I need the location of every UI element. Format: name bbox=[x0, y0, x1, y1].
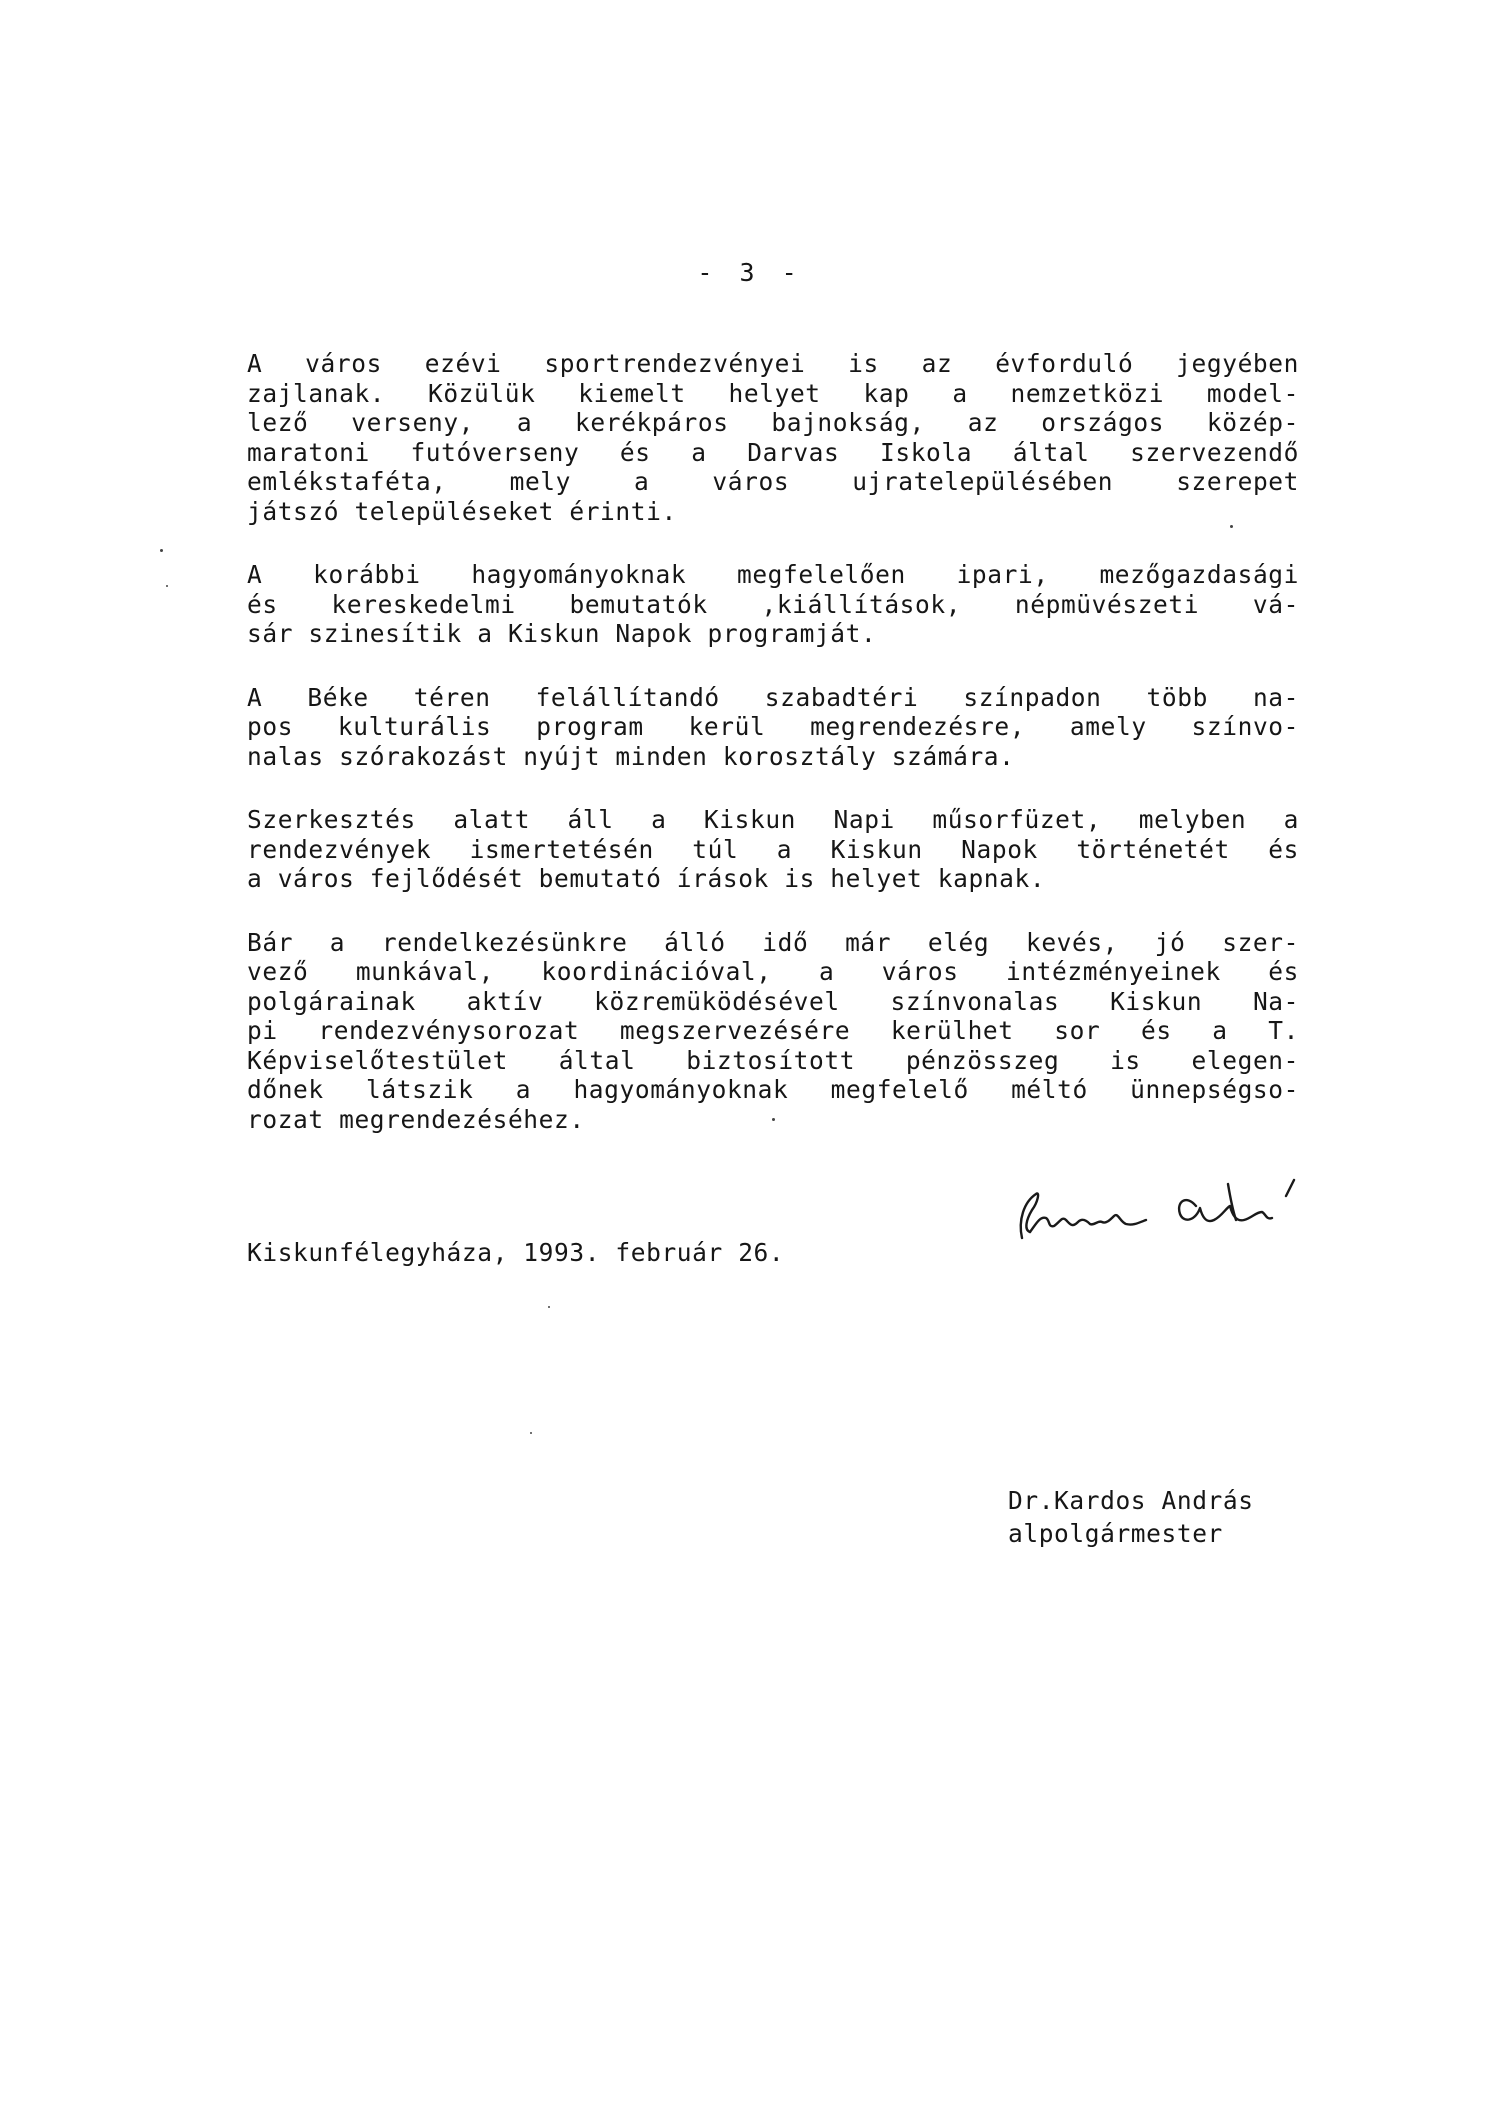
text-line: lező verseny, a kerékpáros bajnokság, az országos közép- bbox=[247, 408, 1299, 437]
page-number: - 3 - bbox=[697, 258, 803, 287]
text-line: Bár a rendelkezésünkre álló idő már elég kevés, jó szer- bbox=[247, 927, 1299, 957]
scan-speck bbox=[772, 1118, 775, 1121]
text-line: a város fejlődését bemutató írások is helyet kapnak. bbox=[247, 864, 1046, 893]
scan-speck bbox=[160, 549, 163, 552]
text-line: sár szinesítik a Kiskun Napok programját. bbox=[247, 619, 877, 648]
scan-speck bbox=[1230, 525, 1233, 528]
text-line: rozat megrendezéséhez. bbox=[247, 1104, 585, 1134]
handwritten-signature bbox=[1000, 1150, 1340, 1245]
text-line: Szerkesztés alatt áll a Kiskun Napi műsorfüzet, melyben a bbox=[247, 805, 1299, 834]
text-line: nalas szórakozást nyújt minden korosztály számára. bbox=[247, 741, 1015, 771]
text-line: és kereskedelmi bemutatók ,kiállítások, népmüvészeti vá- bbox=[247, 589, 1299, 619]
date-line: Kiskunfélegyháza, 1993. február 26. bbox=[247, 1238, 785, 1267]
paragraph-stage-program bbox=[247, 683, 1299, 772]
text-line: dőnek látszik a hagyományoknak megfelelő méltó ünnepségso- bbox=[247, 1075, 1299, 1104]
paragraph-program-booklet bbox=[247, 805, 1299, 894]
text-line: Képviselőtestület által biztosított pénzösszeg is elegen- bbox=[247, 1045, 1299, 1075]
text-line: maratoni futóverseny és a Darvas Iskola által szervezendő bbox=[247, 437, 1299, 467]
text-line: emlékstaféta, mely a város ujratelepülésében szerepet bbox=[247, 467, 1299, 496]
text-line: rendezvények ismertetésén túl a Kiskun Napok történetét és bbox=[247, 834, 1299, 864]
paragraph-conclusion bbox=[247, 928, 1299, 1135]
paragraph-sport-events bbox=[247, 349, 1299, 526]
signer-block bbox=[1008, 1484, 1254, 1550]
text-line: játszó településeket érinti. bbox=[247, 496, 677, 526]
paragraph-exhibitions bbox=[247, 560, 1299, 649]
text-line: pos kulturális program kerül megrendezésre, amely színvo- bbox=[247, 712, 1299, 741]
text-line: pi rendezvénysorozat megszervezésére kerülhet sor és a T. bbox=[247, 1016, 1299, 1045]
text-line: A Béke téren felállítandó szabadtéri színpadon több na- bbox=[247, 682, 1299, 712]
text-line: zajlanak. Közülük kiemelt helyet kap a nemzetközi model- bbox=[247, 378, 1299, 408]
scan-speck bbox=[166, 585, 168, 587]
text-line: A város ezévi sportrendezvényei is az évforduló jegyében bbox=[247, 349, 1299, 378]
letter-body bbox=[247, 349, 1299, 1168]
scan-speck bbox=[548, 1306, 550, 1308]
text-line: polgárainak aktív közremüködésével színvonalas Kiskun Na- bbox=[247, 986, 1299, 1016]
signer-name: Dr.Kardos András bbox=[1008, 1486, 1254, 1515]
signer-title: alpolgármester bbox=[1008, 1519, 1223, 1548]
text-line: vező munkával, koordinációval, a város intézményeinek és bbox=[247, 957, 1299, 986]
scan-speck bbox=[530, 1432, 532, 1434]
text-line: A korábbi hagyományoknak megfelelően ipari, mezőgazdasági bbox=[247, 560, 1299, 589]
